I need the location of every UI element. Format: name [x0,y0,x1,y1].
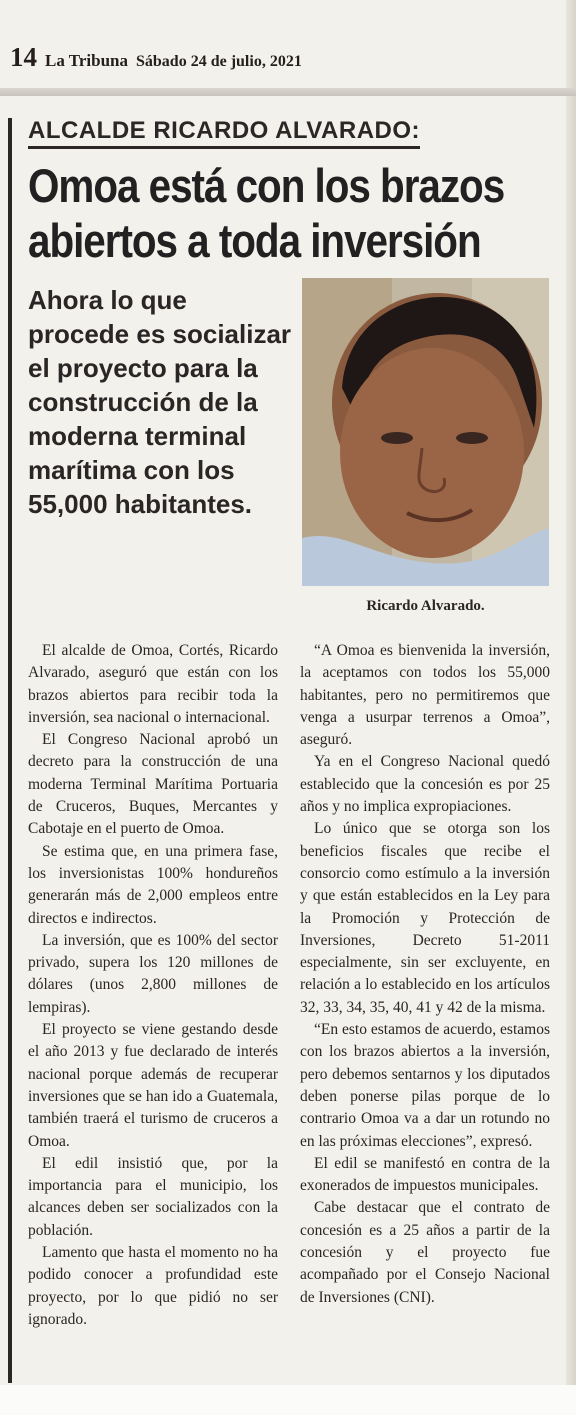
portrait-illustration [302,278,549,586]
article-subhead: Ahora lo que procede es socializar el proyecto para la construcción de la moderna terminal marítima con los 55,000 habitantes. [28,285,292,519]
headline-line-1: Omoa está con los brazos [28,159,505,212]
paragraph: “A Omoa es bienvenida la inversión, la aceptamos con todos los 55,000 habitantes, pero no permitiremos que venga a usurpar terrenos a Omoa”, aseguró. [300,642,550,749]
headline-line-2: abiertos a toda inversión [28,214,481,267]
newspaper-name: La Tribuna [45,51,128,70]
page-header [10,42,570,76]
paragraph: El Congreso Nacional aprobó un decreto para la construcción de una moderna Terminal Marítima Portuaria de Cruceros, Buques, Mercantes y Cabotaje en el puerto de Omoa. [28,731,278,838]
paragraph: Lo único que se otorga son los beneficios fiscales que recibe el consorcio como estímulo a la inversión y que están establecidos en la Ley para la Promoción y Protección de Inversiones, Decreto 51-2011 especialmente, sin ser excluyente, en relación a lo establecido en los artículos 32, 33, 34, 35, 40, 41 y 42 de la misma. [300,820,550,1016]
scan-bottom-margin [0,1385,576,1415]
header-rule [0,88,576,96]
paragraph: La inversión, que es 100% del sector privado, supera los 120 millones de dólares (unos 2,800 millones de lempiras). [28,931,278,1016]
paragraph: “En esto estamos de acuerdo, estamos con los brazos abiertos a la inversión, pero debemos sentarnos y los diputados deben ponerse pilas porque de lo contrario Omoa va a dar un rotundo no en las próximas elecciones”, expresó. [300,1021,550,1150]
photo-caption: Ricardo Alvarado. [366,598,485,614]
article-kicker: ALCALDE RICARDO ALVARADO: [28,116,420,149]
paragraph: Ya en el Congreso Nacional quedó establecido que la concesión es por 25 años y no implica expropiaciones. [300,753,550,816]
paragraph: El proyecto se viene gestando desde el año 2013 y fue declarado de interés nacional porque además de recuperar inversiones que se han ido a Guatemala, también traerá el turismo de cruceros a Omoa. [28,1021,278,1150]
paragraph: Cabe destacar que el contrato de concesión es a 25 años a partir de la concesión y el proyecto fue acompañado por el Consejo Nacional de Inversiones (CNI). [300,1199,550,1306]
paragraph: El edil insistió que, por la importancia para el municipio, los alcances deben ser socializados con la población. [28,1154,278,1239]
paragraph: Lamento que hasta el momento no ha podido conocer a profundidad este proyecto, por lo que pidió no ser ignorado. [28,1244,278,1328]
portrait-photo [302,278,549,586]
paragraph: Se estima que, en una primera fase, los inversionistas 100% hondureños generarán más de 2,000 empleos entre directos e indirectos. [28,842,278,927]
issue-date: Sábado 24 de julio, 2021 [136,53,302,70]
paragraph: El alcalde de Omoa, Cortés, Ricardo Alvarado, aseguró que están con los brazos abiertos para recibir toda la inversión, sea nacional o internacional. [28,642,278,726]
article-column-right [300,640,550,1309]
page-number: 14 [10,42,37,72]
article-headline [28,158,563,268]
scan-edge [566,0,576,1385]
paragraph: El edil se manifestó en contra de la exonerados de impuestos municipales. [300,1154,550,1195]
article-column-left [28,640,278,1331]
article-side-rule [8,118,12,1383]
